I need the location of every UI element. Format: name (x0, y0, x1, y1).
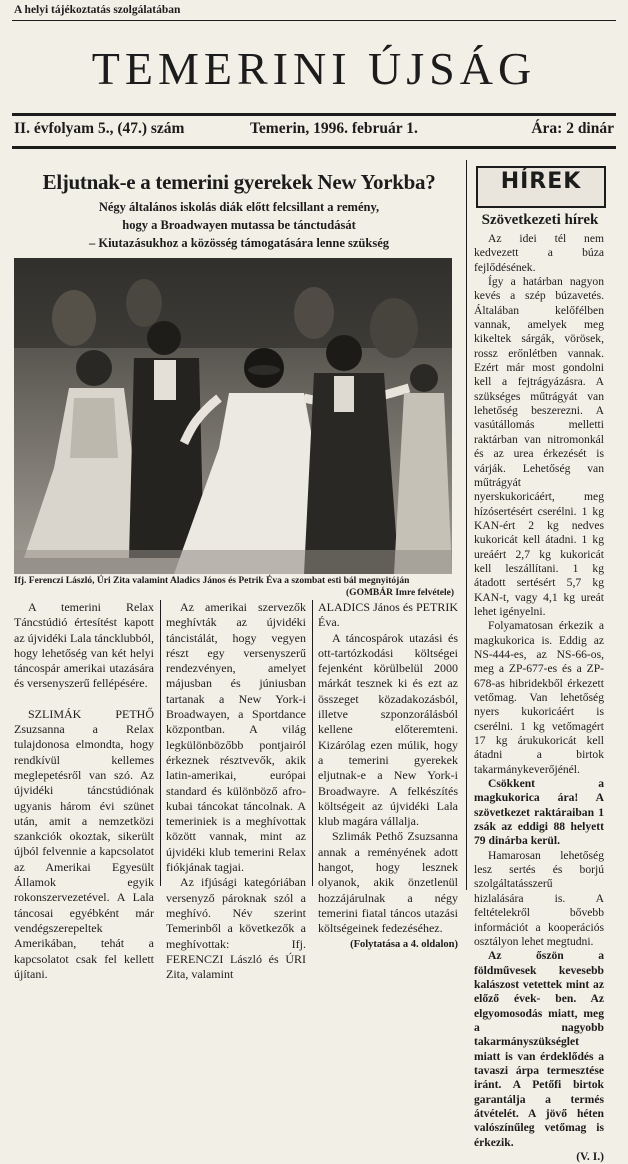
author-initials: (V. I.) (576, 1150, 604, 1163)
paragraph: Folyamatosan érkezik a magkukorica is. Eddig az NS-444-es, az NS-66-os, meg a ZP-677-es és a ZP-678-as hibridekből érkezett vetőmag. Van lehetőség nyers kukoricáért is cserélni. 1 kg vetőmagért 17 kg árukukoricát kell átadni a birtok takarmánykeverőjénél. (474, 619, 604, 776)
lead-subhead: Négy általános iskolás diák előtt felcsillant a remény, (98, 200, 380, 214)
newspaper-title: TEMERINI ÚJSÁG (91, 43, 537, 94)
column-divider (312, 600, 313, 886)
tagline: A helyi tájékoztatás szolgálatában (14, 4, 181, 16)
paragraph: A táncospárok utazási és ott-tartózkodási költségei fejenként körülbelül 2000 márkát tesznek ki és ezt az összeget közadakozásból, illetve szponzorálásból kellene előteremteni. Kizárólag ezen múlik, hogy a temerini gyerekek eljutnak-e a New York-i Broadwayre. A felkészítés költségeit az újvidéki Lala klub magára vállalja. (318, 630, 458, 829)
paragraph: ALADICS János és PETRIK Éva. (318, 600, 458, 630)
lead-headline: Eljutnak-e a temerini gyerekek New Yorkba? (42, 170, 436, 194)
paragraph: Hamarosan lehetőség lesz sertés és borjú szolgáltatásszerű hizlalására is. A feltételekről bővebb információt a kooperációs osztályon lehet megtudni. (474, 848, 604, 948)
paragraph: Az ifjúsági kategóriában versenyző pároknak szól a meghívó. Név szerint Temerinből a következők a meghívottak: Ifj. FERENCZI László és ÚRI Zita, valamint (166, 875, 306, 982)
masthead-rule (12, 113, 616, 116)
article-column-1 (14, 600, 154, 982)
paragraph: Csökkent a magkukorica ára! A szövetkezet raktáraiban 1 zsák az eddigi 88 helyett 79 dinárba kerül. (474, 777, 604, 848)
paragraph: A temerini Relax Táncstúdió értesítést kapott az újvidéki Lala táncklubból, hogy lehetőség van két helyi táncospár amerikai utazására és versenyszerű fellépésére. (14, 600, 154, 691)
lead-subhead: – Kiutazásukhoz a közösség támogatására lenne szükség (88, 236, 389, 250)
paragraph: Szlimák Pethő Zsuzsanna annak a reményének adott hangot, hogy lesznek olyanok, akik önzetlenül hozzájárulnak a négy temerini fiatal táncos utazási költségeinek fedezéséhez. (318, 829, 458, 936)
article-column-2 (166, 600, 306, 982)
issue-number: II. évfolyam 5., (47.) szám (14, 120, 185, 137)
price: Ára: 2 dinár (531, 120, 614, 137)
paragraph: Az idei tél nem kedvezett a búza fejlődésének. (474, 232, 604, 274)
sidebar-article-body (474, 232, 604, 1164)
dance-photo (14, 258, 452, 574)
place-date: Temerin, 1996. február 1. (250, 120, 418, 137)
caption-text: Ifj. Ferenczi László, Úri Zita valamint Aladics János és Petrik Éva a szombat esti bál megnyitóján (14, 576, 410, 586)
sidebar-article-title: Szövetkezeti hírek (481, 212, 599, 228)
issue-info-row (14, 120, 614, 142)
lead-subhead: hogy a Broadwayen mutassa be tánctudását (122, 218, 356, 232)
column-divider (160, 600, 161, 886)
sidebar-divider (466, 160, 467, 890)
photo-credit: (GOMBÁR Imre felvétele) (346, 587, 454, 598)
paragraph: SZLIMÁK PETHŐ Zsuzsanna a Relax tulajdonosa elmondta, hogy rendkívül kellemes meglepetésről van szó. Az újvidéki táncstúdiónak ugyanis három évi szünet után, amit a nemzetközi szankciók okoztak, sikerült újból felvennie a kapcsolatot az Amerikai Egyesült Államok egyik rokonszervezetével. A Lala táncosai egyébként már vendégszerepeltek Amerikában, tehát a kapcsolatot csak fel kellett újítani. (14, 706, 154, 981)
paragraph: Az őszön a földművesek kevesebb kalászost vetettek mint az előző évek- ben. Az elgyomosodás miatt, meg a nagyobb takarmányszükséglet miatt is van érdeklődés a tavaszi árpa termesztése iránt. A Petőfi birtok garantálja a termés átvételét. A jövő héten valószínűleg vetőmag is érkezik. (474, 949, 604, 1149)
paragraph: Az amerikai szervezők meghívták az újvidéki táncistálát, hogy vegyen részt egy versenyszerű rendezvényen, amelyet májusban és júniusban tartanak a New York-i Broadwayen, a Sportdance központban. A világ legkülönbözőbb pontjairól érkeznek résztvevők, akik latin-amerikai, európai standard és különböző afro-kubai táncokat táncolnak. A temeriniek is a meghívottak között vannak, mint az újvidéki klub temerini Relax fiókjának tagjai. (166, 600, 306, 875)
issue-rule (12, 146, 616, 149)
section-label: HÍREK (500, 169, 582, 194)
hirek-section-box (476, 166, 606, 208)
paragraph: Így a határban nagyon kevés a szép búzavetés. Általában kelőfélben vannak, amelyek meg kikeltek sárgák, vörösek, rossz erőnlétben vannak. Ezért már most gondolni kell a fejtrágyázásra. A szükséges műtrágyát van lehetőség beszerezni. A vasútállomás melletti raktárban van nitromonkál és az urea érkezését is várják. Lehetőség van műtrágyát nyerskukoricáért, meg hízósertésért cserélni. 1 kg KAN-ért 2 kg nedves kukoricát kell átadni. 1 kg ureáért 2,7 kg kukoricát kell leszállítani. 1 kg átadott sertésért 5,7 kg KAN-t, vagy 4,1 kg ureát lehet igényelni. (474, 275, 604, 618)
top-rule (12, 20, 616, 21)
photo-caption (14, 576, 454, 599)
article-column-3 (318, 600, 458, 952)
continued-note: (Folytatása a 4. oldalon) (350, 938, 458, 950)
